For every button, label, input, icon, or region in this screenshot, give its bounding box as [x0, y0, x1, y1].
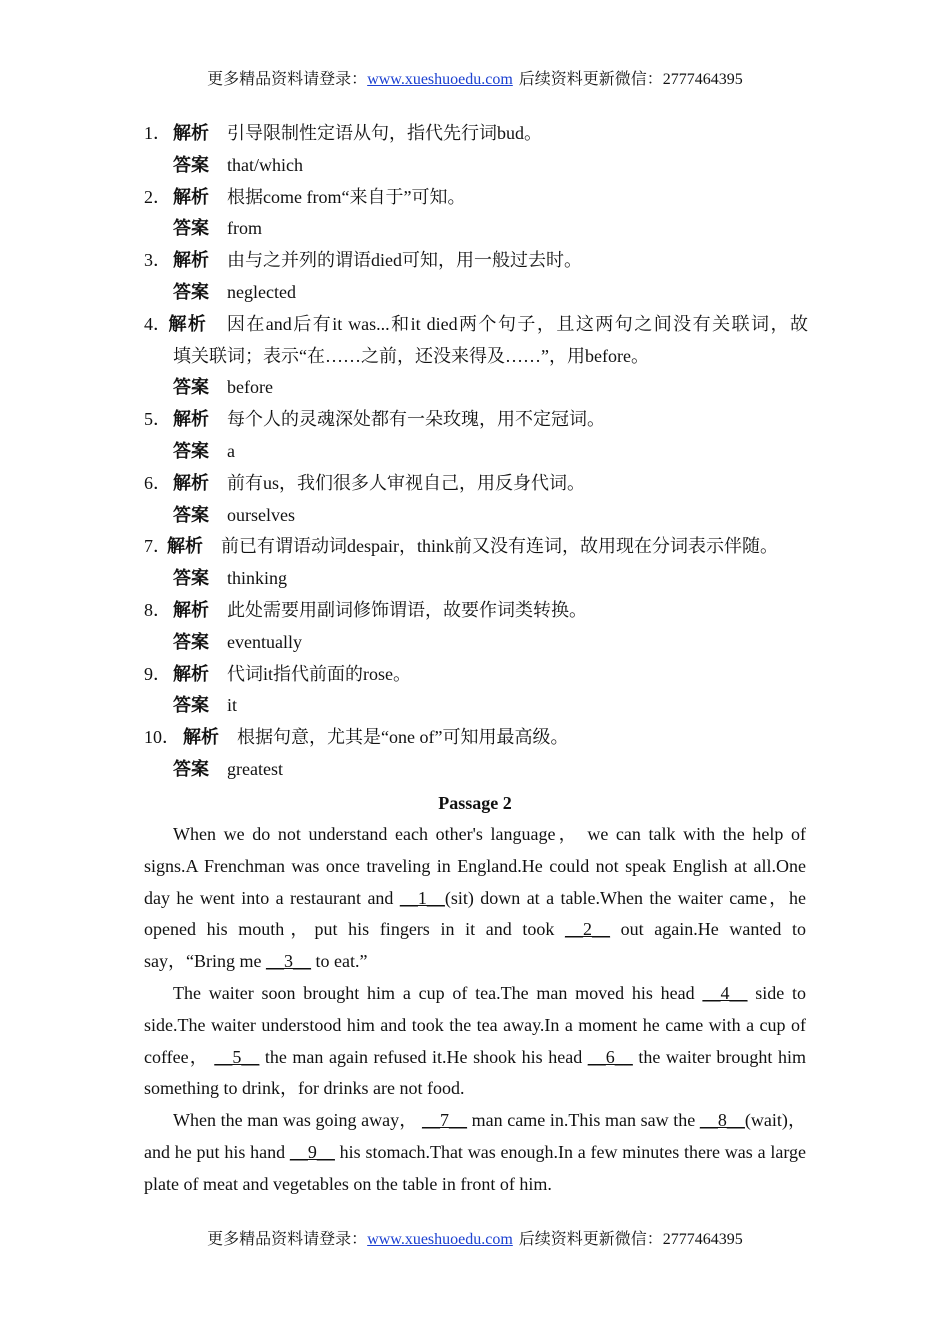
analysis-row — [144, 468, 808, 500]
passage-text: to eat.” — [310, 951, 368, 972]
analysis-label: 解析 — [173, 599, 209, 620]
answer-row — [144, 213, 808, 245]
analysis-text: 此处需要用副词修饰谓语，故要作词类转换。 — [227, 599, 587, 620]
answer-row — [144, 436, 808, 468]
blank-3: __3__ — [265, 951, 311, 972]
analysis-label: 解析 — [183, 727, 219, 748]
answer-label: 答案 — [173, 631, 209, 652]
answer-text: it — [227, 695, 238, 716]
blank-6: __6__ — [587, 1046, 633, 1067]
blank-1: __1__ — [399, 887, 445, 908]
passage-text: out again.He wanted to say，“Bring me — [144, 919, 806, 972]
answer-row — [144, 754, 808, 786]
analysis-row — [144, 595, 808, 627]
answer-key — [144, 118, 808, 786]
analysis-row — [144, 118, 808, 150]
passage-text: his stomach.That was enough.In a few minutes there was a large plate of meat and vegetables on the table in front of him. — [144, 1141, 806, 1194]
item-number: 3． — [144, 250, 171, 271]
analysis-label: 解析 — [167, 536, 203, 557]
paragraph — [144, 1105, 806, 1200]
analysis-text: 填关联词；表示“在……之前，还没来得及……”，用before。 — [173, 345, 649, 366]
analysis-row — [144, 245, 808, 277]
analysis-text: 根据come from“来自于”可知。 — [227, 186, 466, 207]
analysis-text: 每个人的灵魂深处都有一朵玫瑰，用不定冠词。 — [227, 409, 605, 430]
paragraph — [144, 819, 806, 978]
passage-text: the man again refused it.He shook his head — [259, 1046, 588, 1067]
passage-text: When the man was going away， — [173, 1110, 423, 1131]
answer-text: eventually — [227, 631, 302, 652]
blank-9: __9__ — [289, 1141, 335, 1162]
analysis-label: 解析 — [173, 663, 209, 684]
footer-prefix: 更多精品资料请登录： — [207, 1231, 368, 1248]
analysis-text: 前有us，我们很多人审视自己，用反身代词。 — [227, 472, 586, 493]
blank-8: __8__ — [699, 1110, 745, 1131]
answer-label: 答案 — [173, 568, 209, 589]
blank-2: __2__ — [564, 919, 610, 940]
passage-text: When we do not understand each other's language， we can talk with the help of signs.A Frenchman was once traveling in England.He could not speak English at all.One day he went into a restaurant and — [144, 824, 806, 908]
passage-title: Passage 2 — [438, 793, 512, 813]
answer-text: neglected — [227, 281, 296, 302]
analysis-row — [144, 182, 808, 214]
passage-body — [144, 819, 806, 1201]
passage-text: the waiter brought him something to drink，for drinks are not food. — [144, 1046, 806, 1099]
answer-label: 答案 — [173, 377, 209, 398]
answer-label: 答案 — [173, 154, 209, 175]
answer-label: 答案 — [173, 218, 209, 239]
item-number: 1． — [144, 123, 171, 143]
footer-link[interactable]: www.xueshuoedu.com — [367, 1231, 513, 1248]
answer-row — [144, 500, 808, 532]
answer-row — [144, 690, 808, 722]
blank-7: __7__ — [422, 1110, 468, 1131]
answer-row — [144, 563, 808, 595]
passage-text: (wait)， and he put his hand — [144, 1110, 807, 1162]
item-number: 2． — [144, 186, 171, 207]
analysis-label: 解析 — [173, 250, 209, 271]
answer-label: 答案 — [173, 504, 209, 525]
passage-text: The waiter soon brought him a cup of tea.The man moved his head — [173, 982, 703, 1003]
item-number: 6． — [144, 472, 171, 493]
passage-text: side to side.The waiter understood him and took the tea away.In a moment he came with a cup of coffee， — [144, 982, 806, 1067]
answer-row — [144, 627, 808, 659]
passage-text: (sit) down at a table.When the waiter came，he opened his mouth，put his fingers in it and took — [144, 887, 806, 940]
answer-text: a — [227, 440, 235, 461]
answer-text: thinking — [227, 568, 288, 589]
analysis-row — [144, 309, 808, 341]
header-suffix: 后续资料更新微信：2777464395 — [518, 71, 743, 88]
analysis-text: 根据句意，尤其是“one of”可知用最高级。 — [237, 727, 569, 748]
answer-text: ourselves — [227, 504, 295, 525]
answer-text: that/which — [227, 154, 303, 175]
analysis-continuation — [144, 341, 808, 373]
answer-row — [144, 372, 808, 404]
answer-label: 答案 — [173, 440, 209, 461]
analysis-label: 解析 — [167, 313, 208, 334]
analysis-row — [144, 404, 808, 436]
passage-text: man came in.This man saw the — [467, 1110, 700, 1131]
footer-suffix: 后续资料更新微信：2777464395 — [518, 1231, 743, 1248]
analysis-text: 引导限制性定语从句，指代先行词bud。 — [227, 123, 542, 143]
analysis-text: 前已有谓语动词despair，think前又没有连词，故用现在分词表示伴随。 — [221, 536, 778, 557]
answer-label: 答案 — [173, 281, 209, 302]
answer-text: before — [227, 377, 273, 398]
analysis-label: 解析 — [173, 472, 209, 493]
item-number: 7． — [144, 536, 171, 557]
analysis-text: 由与之并列的谓语died可知，用一般过去时。 — [227, 250, 582, 271]
item-number: 5． — [144, 409, 171, 430]
answer-label: 答案 — [173, 695, 209, 716]
blank-5: __5__ — [214, 1046, 260, 1067]
header-prefix: 更多精品资料请登录： — [207, 71, 368, 88]
blank-4: __4__ — [702, 982, 748, 1003]
item-number: 10． — [144, 727, 180, 748]
analysis-text: 因在and后有it was...和it died两个句子，且这两句之间没有关联词，故 — [225, 313, 808, 334]
analysis-text: 代词it指代前面的rose。 — [227, 663, 411, 684]
paragraph — [144, 978, 806, 1105]
answer-label: 答案 — [173, 758, 209, 779]
page-footer — [0, 1226, 950, 1249]
item-number: 9． — [144, 663, 171, 684]
answer-text: greatest — [227, 758, 283, 779]
item-number: 4． — [144, 313, 171, 334]
analysis-row — [144, 659, 808, 691]
answer-row — [144, 150, 808, 182]
analysis-label: 解析 — [173, 186, 209, 207]
header-link[interactable]: www.xueshuoedu.com — [367, 71, 513, 88]
item-number: 8． — [144, 599, 171, 620]
answer-row — [144, 277, 808, 309]
analysis-row — [144, 722, 808, 754]
analysis-label: 解析 — [173, 409, 209, 430]
analysis-label: 解析 — [173, 123, 209, 143]
page-header — [0, 66, 950, 89]
answer-text: from — [227, 218, 262, 239]
analysis-row — [144, 531, 808, 563]
